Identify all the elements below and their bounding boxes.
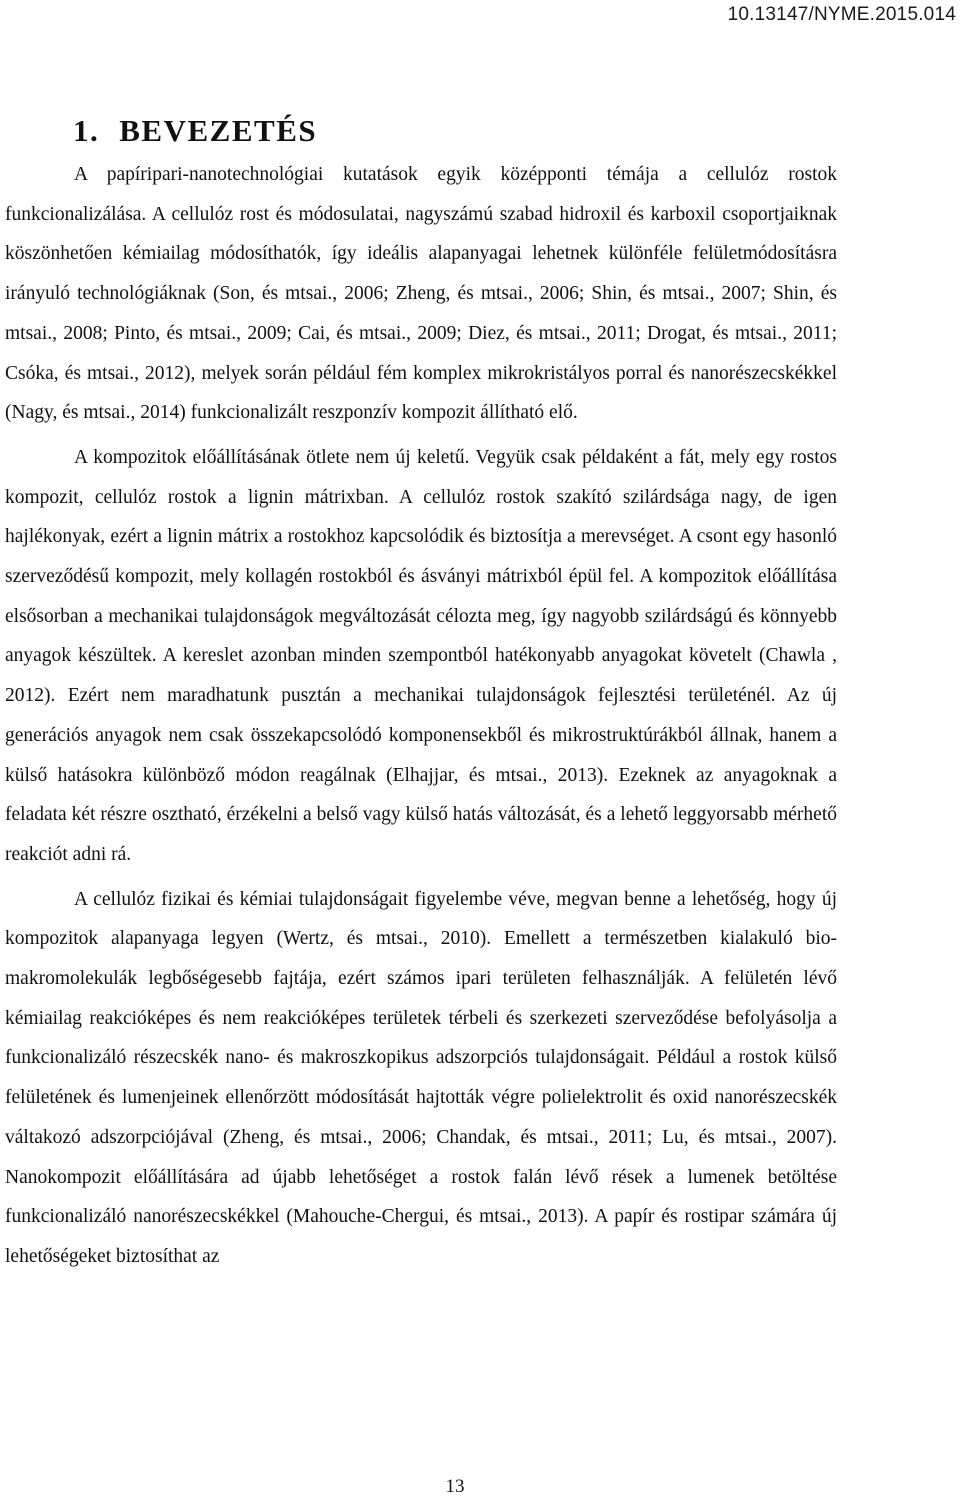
paragraph-2: A kompozitok előállításának ötlete nem új keletű. Vegyük csak példaként a fát, mely egy rostos kompozit, cellulóz rostok a lignin mátrixban. A cellulóz rostok szakító szilárdsága nagy, de igen hajlékonyak, ezért a lignin mátrix a rostokhoz kapcsolódik és biztosítja a merevséget. A csont egy hasonló szerveződésű kompozit, mely kollagén rostokból és ásványi mátrixból épül fel. A kompozitok előállítása elsősorban a mechanikai tulajdonságok megváltozását célozta meg, így nagyobb szilárdságú és könnyebb anyagok készültek. A kereslet azonban minden szempontból hatékonyabb anyagokat követelt (Chawla , 2012). Ezért nem maradhatunk pusztán a mechanikai tulajdonságok fejlesztési területénél. Az új generációs anyagok nem csak összekapcsolódó komponensekből és mikrostruktúrákból állnak, hanem a külső hatásokra különböző módon reagálnak (Elhajjar, és mtsai., 2013). Ezeknek az anyagoknak a feladata két részre osztható, érzékelni a belső vagy külső hatás változását, és a lehető leggyorsabb mérhető reakciót adni rá.	[5, 446, 837, 865]
page-number: 13	[445, 1476, 465, 1497]
section-title: BEVEZETÉS	[119, 113, 318, 148]
doi-identifier: 10.13147/NYME.2015.014	[727, 4, 956, 25]
section-heading	[73, 113, 317, 149]
body-text	[5, 155, 837, 1277]
paragraph-3: A cellulóz fizikai és kémiai tulajdonságait figyelembe véve, megvan benne a lehetőség, hogy új kompozitok alapanyaga legyen (Wertz, és mtsai., 2010). Emellett a természetben kialakuló bio-makromolekulák legbőségesebb fajtája, ezért számos ipari területen felhasználják. A felületén lévő kémiailag reakcióképes és nem reakcióképes területek térbeli és szerkezeti szerveződése befolyásolja a funkcionalizáló részecskék nano- és makroszkopikus adszorpciós tulajdonságait. Például a rostok külső felületének és lumenjeinek ellenőrzött módosítását hajtották végre polielektrolit és oxid nanorészecskék váltakozó adszorpciójával (Zheng, és mtsai., 2006; Chandak, és mtsai., 2011; Lu, és mtsai., 2007). Nanokompozit előállítására ad újabb lehetőséget a rostok falán lévő rések a lumenek betöltése funkcionalizáló nanorészecskékkel (Mahouche-Chergui, és mtsai., 2013). A papír és rostipar számára új lehetőségeket biztosíthat az	[5, 888, 837, 1267]
paragraph-1: A papíripari-nanotechnológiai kutatások egyik középponti témája a cellulóz rostok funkcionalizálása. A cellulóz rost és módosulatai, nagyszámú szabad hidroxil és karboxil csoportjaiknak köszönhetően kémiailag módosíthatók, így ideális alapanyagai lehetnek különféle felületmódosításra irányuló technológiáknak (Son, és mtsai., 2006; Zheng, és mtsai., 2006; Shin, és mtsai., 2007; Shin, és mtsai., 2008; Pinto, és mtsai., 2009; Cai, és mtsai., 2009; Diez, és mtsai., 2011; Drogat, és mtsai., 2011; Csóka, és mtsai., 2012), melyek során például fém komplex mikrokristályos porral és nanorészecskékkel (Nagy, és mtsai., 2014) funkcionalizált reszponzív kompozit állítható elő.	[5, 164, 837, 424]
section-number: 1.	[73, 113, 100, 148]
